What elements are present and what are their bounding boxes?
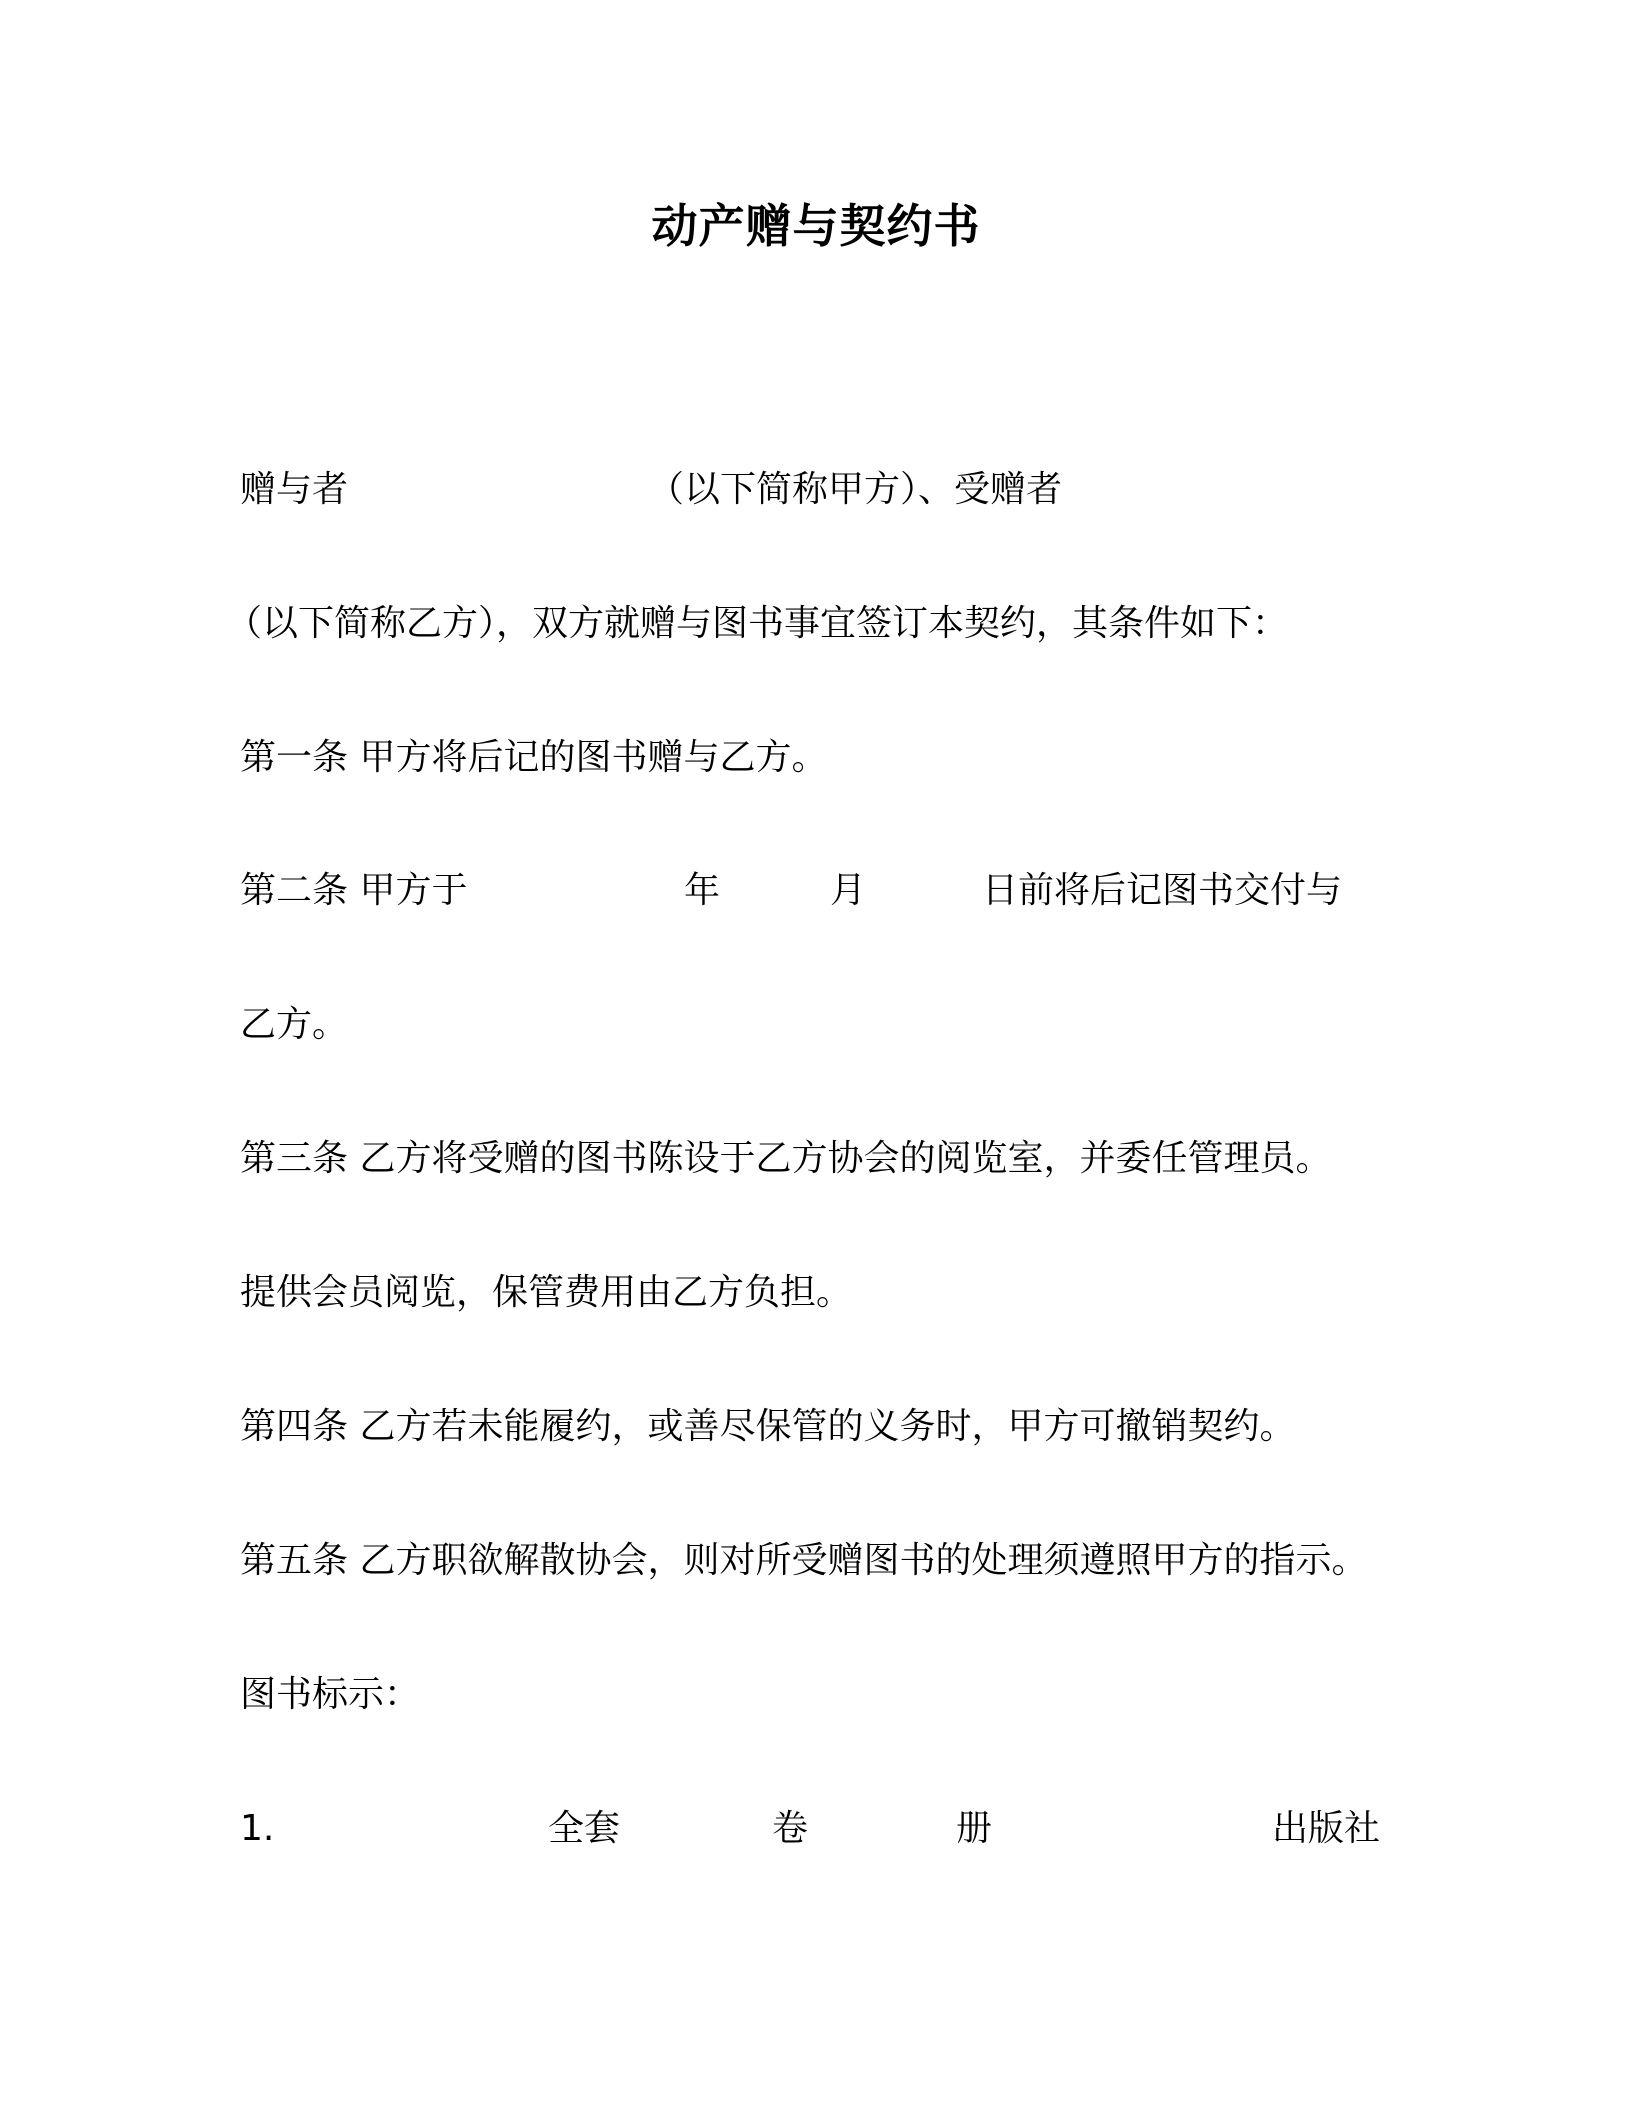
article-4: 第四条 乙方若未能履约，或善尽保管的义务时，甲方可撤销契约。 (240, 1406, 1296, 1447)
article-2-continuation: 乙方。 (240, 1004, 349, 1045)
article-2-prefix: 第二条 甲方于 (240, 870, 468, 911)
book-item-volume: 卷 (772, 1808, 809, 1849)
article-1: 第一条 甲方将后记的图书赠与乙方。 (240, 737, 828, 778)
document-title: 动产赠与契约书 (651, 199, 981, 253)
book-item-publisher: 出版社 (1272, 1808, 1381, 1849)
parties-intro: （以下简称乙方），双方就赠与图书事宜签订本契约，其条件如下： (226, 603, 1289, 644)
article-3-line-1: 第三条 乙方将受赠的图书陈设于乙方协会的阅览室，并委任管理员。 (240, 1138, 1332, 1179)
donor-label: 赠与者 (240, 469, 349, 510)
article-3-line-2: 提供会员阅览，保管费用由乙方负担。 (240, 1272, 853, 1313)
book-item-full-set: 全套 (548, 1808, 621, 1849)
article-2-day-suffix: 日前将后记图书交付与 (982, 870, 1343, 911)
article-2-year: 年 (684, 870, 721, 911)
article-2-month: 月 (830, 870, 867, 911)
book-item-number: 1. (240, 1808, 275, 1849)
book-list-label: 图书标示： (240, 1674, 421, 1715)
donor-suffix: （以下简称甲方）、受赠者 (648, 469, 1063, 510)
article-5: 第五条 乙方职欲解散协会，则对所受赠图书的处理须遵照甲方的指示。 (240, 1540, 1368, 1581)
book-item-copies: 册 (956, 1808, 993, 1849)
